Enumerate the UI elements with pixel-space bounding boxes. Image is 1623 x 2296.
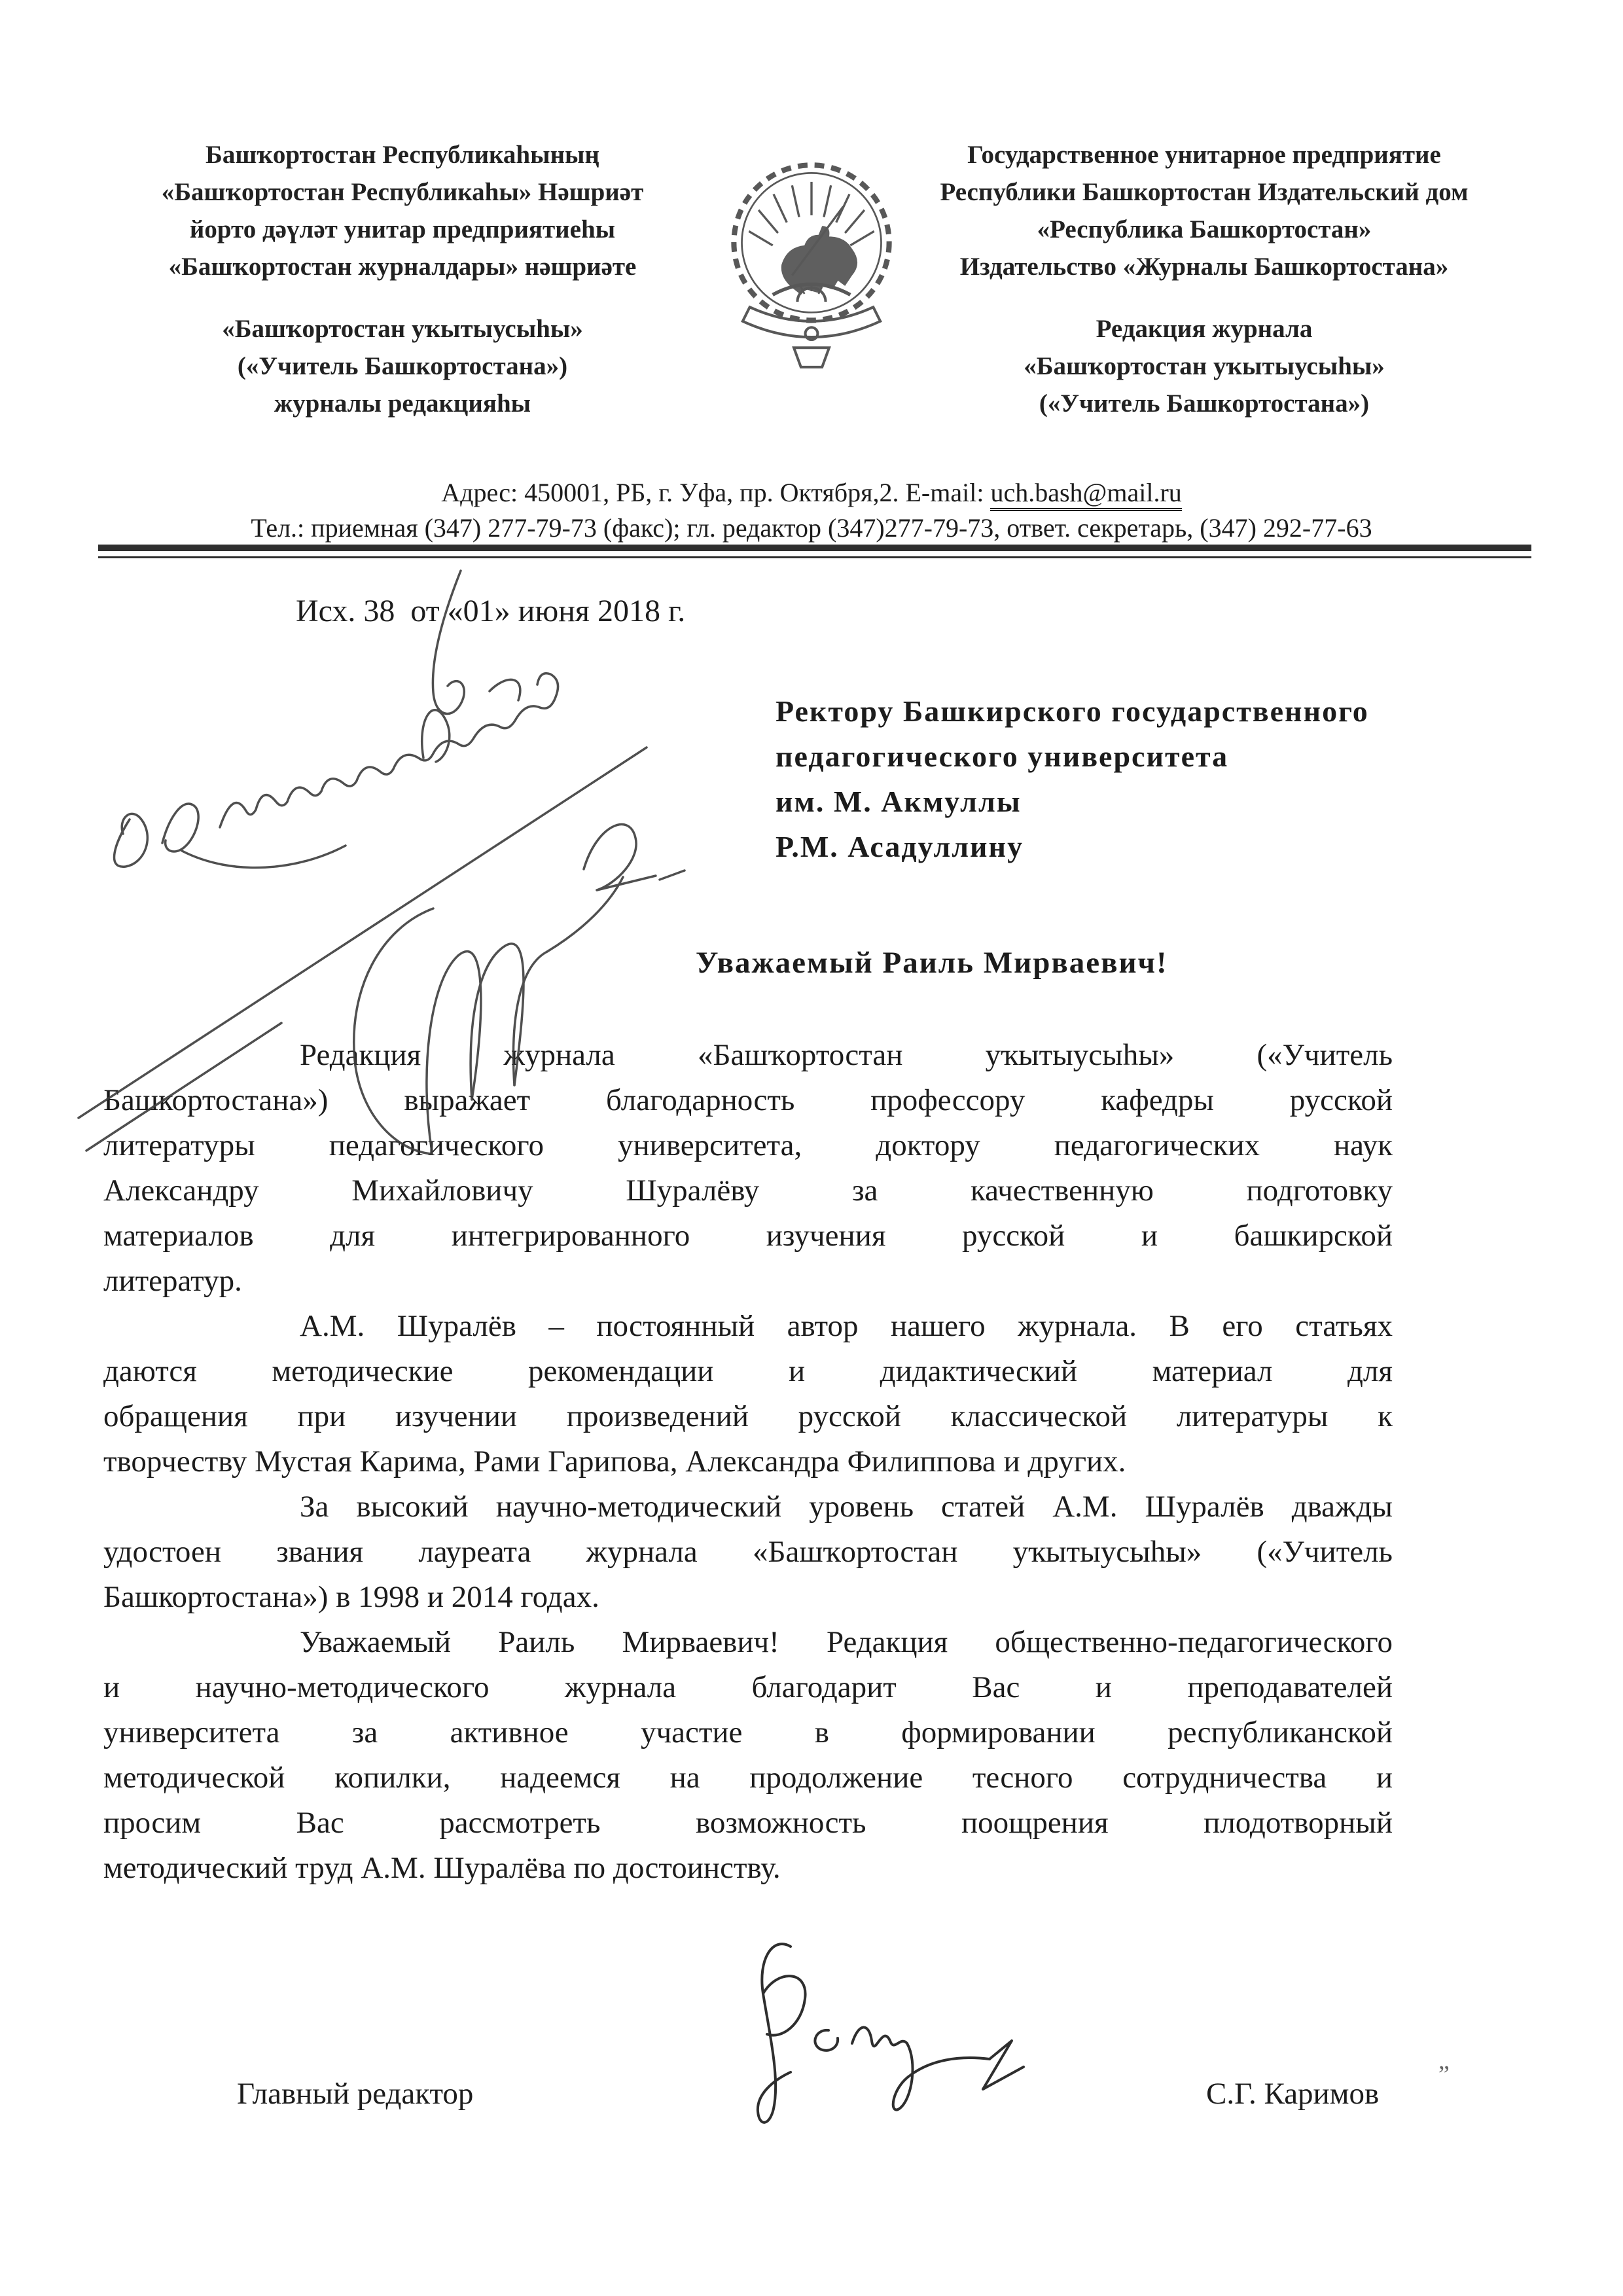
paragraph-1-line-5: материалов для интегрированного изучения русской и башкирской (103, 1219, 1393, 1253)
letterhead-bashkir-journal-line-3: журналы редакцияһы (274, 389, 531, 418)
letterhead-bashkir-org-line-1: Башҡортостан Республикаһының (205, 141, 599, 169)
letterhead-divider-thin (98, 556, 1531, 558)
letterhead-russian-org (880, 136, 1528, 285)
email-address: uch.bash@mail.ru (990, 478, 1181, 511)
paragraph-3-line-3: Башкортостана») в 1998 и 2014 годах. (103, 1580, 599, 1614)
letterhead-divider-thick (98, 545, 1531, 551)
letterhead-bashkir-org-line-2: «Башҡортостан Республикаһы» Нәшриәт (161, 178, 644, 206)
letterhead-russian-org-line-4: Издательство «Журналы Башкортостана» (959, 253, 1449, 281)
paragraph-3-line-1: За высокий научно-методический уровень статей А.М. Шуралёв дважды (300, 1490, 1393, 1524)
address-line (0, 475, 1623, 511)
paragraph-1-line-1: Редакция журнала «Башҡортостан уҡытыусыһы» («Учитель (300, 1038, 1393, 1072)
paragraph-2-line-2: даются методические рекомендации и дидактический материал для (103, 1354, 1393, 1388)
letterhead-bashkir-journal-line-1: «Башҡортостан уҡытыусыһы» (222, 315, 583, 343)
letterhead-bashkir-journal-line-2: («Учитель Башкортостана») (237, 352, 568, 380)
letterhead-bashkir-org (115, 136, 690, 285)
handwritten-approval-scrawl-icon (65, 563, 694, 1178)
paragraph-3-line-2: удостоен звания лауреата журнала «Башҡортостан уҡытыусыһы» («Учитель (103, 1535, 1393, 1569)
signer-title: Главный редактор (237, 2077, 474, 2111)
letterhead-russian-journal-line-1: Редакция журнала (1096, 315, 1313, 343)
signer-name: С.Г. Каримов (1206, 2077, 1380, 2111)
paragraph-2 (103, 1304, 1393, 1484)
letterhead-russian-org-line-1: Государственное унитарное предприятие (967, 141, 1441, 169)
letterhead-bashkir-org-line-3: йорто дәүләт унитар предприятиеһы (189, 215, 616, 243)
letterhead-bashkir-org-line-4: «Башҡортостан журналдары» нәшриәте (168, 253, 637, 281)
letterhead-bashkir-journal (115, 310, 690, 422)
letterhead-russian-journal (880, 310, 1528, 422)
phone-line: Тел.: приемная (347) 277-79-73 (факс); гл. редактор (347)277-79-73, ответ. секретарь, (347) 292-77-63 (251, 513, 1372, 543)
paragraph-3 (103, 1484, 1393, 1620)
salutation: Уважаемый Раиль Мирваевич! (696, 946, 1168, 980)
paragraph-2-line-4: творчеству Мустая Карима, Рами Гарипова, Александра Филиппова и других. (103, 1444, 1126, 1479)
paragraph-2-line-1: А.М. Шуралёв – постоянный автор нашего журнала. В его статьях (300, 1309, 1393, 1343)
stray-scan-mark: ” (1438, 2061, 1450, 2089)
coat-of-arms-icon (723, 152, 900, 372)
recipient-block-line-4: Р.М. Асадуллину (776, 830, 1024, 863)
paragraph-1-line-6: литератур. (103, 1264, 242, 1298)
recipient-block (776, 689, 1369, 869)
recipient-block-line-3: им. М. Акмуллы (776, 785, 1022, 818)
paragraph-4-line-2: и научно-методического журнала благодарит Вас и преподавателей (103, 1670, 1393, 1704)
address-text: Адрес: 450001, РБ, г. Уфа, пр. Октября,2. E-mail: (441, 478, 991, 507)
paragraph-4-line-6: методический труд А.М. Шуралёва по достоинству. (103, 1851, 781, 1885)
letterhead-russian-journal-line-2: «Башҡортостан уҡытыусыһы» (1024, 352, 1385, 380)
letterhead-russian-org-line-2: Республики Башкортостан Издательский дом (940, 178, 1469, 206)
contact-block (0, 475, 1623, 546)
paragraph-4-line-1: Уважаемый Раиль Мирваевич! Редакция общественно-педагогического (300, 1625, 1393, 1659)
letterhead-russian-journal-line-3: («Учитель Башкортостана») (1039, 389, 1370, 418)
paragraph-1-line-3: литературы педагогического университета, доктору педагогических наук (103, 1128, 1393, 1162)
paragraph-4-line-5: просим Вас рассмотреть возможность поощрения плодотворный (103, 1806, 1393, 1840)
reference-line: Исх. 38 от «01» июня 2018 г. (296, 594, 686, 628)
paragraph-1-line-2: Башкортостана») выражает благодарность профессору кафедры русской (103, 1083, 1393, 1117)
letterhead-russian (880, 136, 1528, 422)
paragraph-2-line-3: обращения при изучении произведений русской классической литературы к (103, 1399, 1393, 1433)
paragraph-1-line-4: Александру Михайловичу Шуралёву за качественную подготовку (103, 1174, 1393, 1208)
recipient-block-line-1: Ректору Башкирского государственного (776, 694, 1369, 728)
recipient-block-line-2: педагогического университета (776, 740, 1229, 773)
letterhead-russian-org-line-3: «Республика Башкортостан» (1037, 215, 1372, 243)
handwritten-signature-icon (681, 1931, 1060, 2147)
letterhead-bashkir (115, 136, 690, 422)
paragraph-4 (103, 1620, 1393, 1891)
paragraph-4-line-3: университета за активное участие в формировании республиканской (103, 1715, 1393, 1749)
paragraph-4-line-4: методической копилки, надеемся на продолжение тесного сотрудничества и (103, 1761, 1393, 1795)
